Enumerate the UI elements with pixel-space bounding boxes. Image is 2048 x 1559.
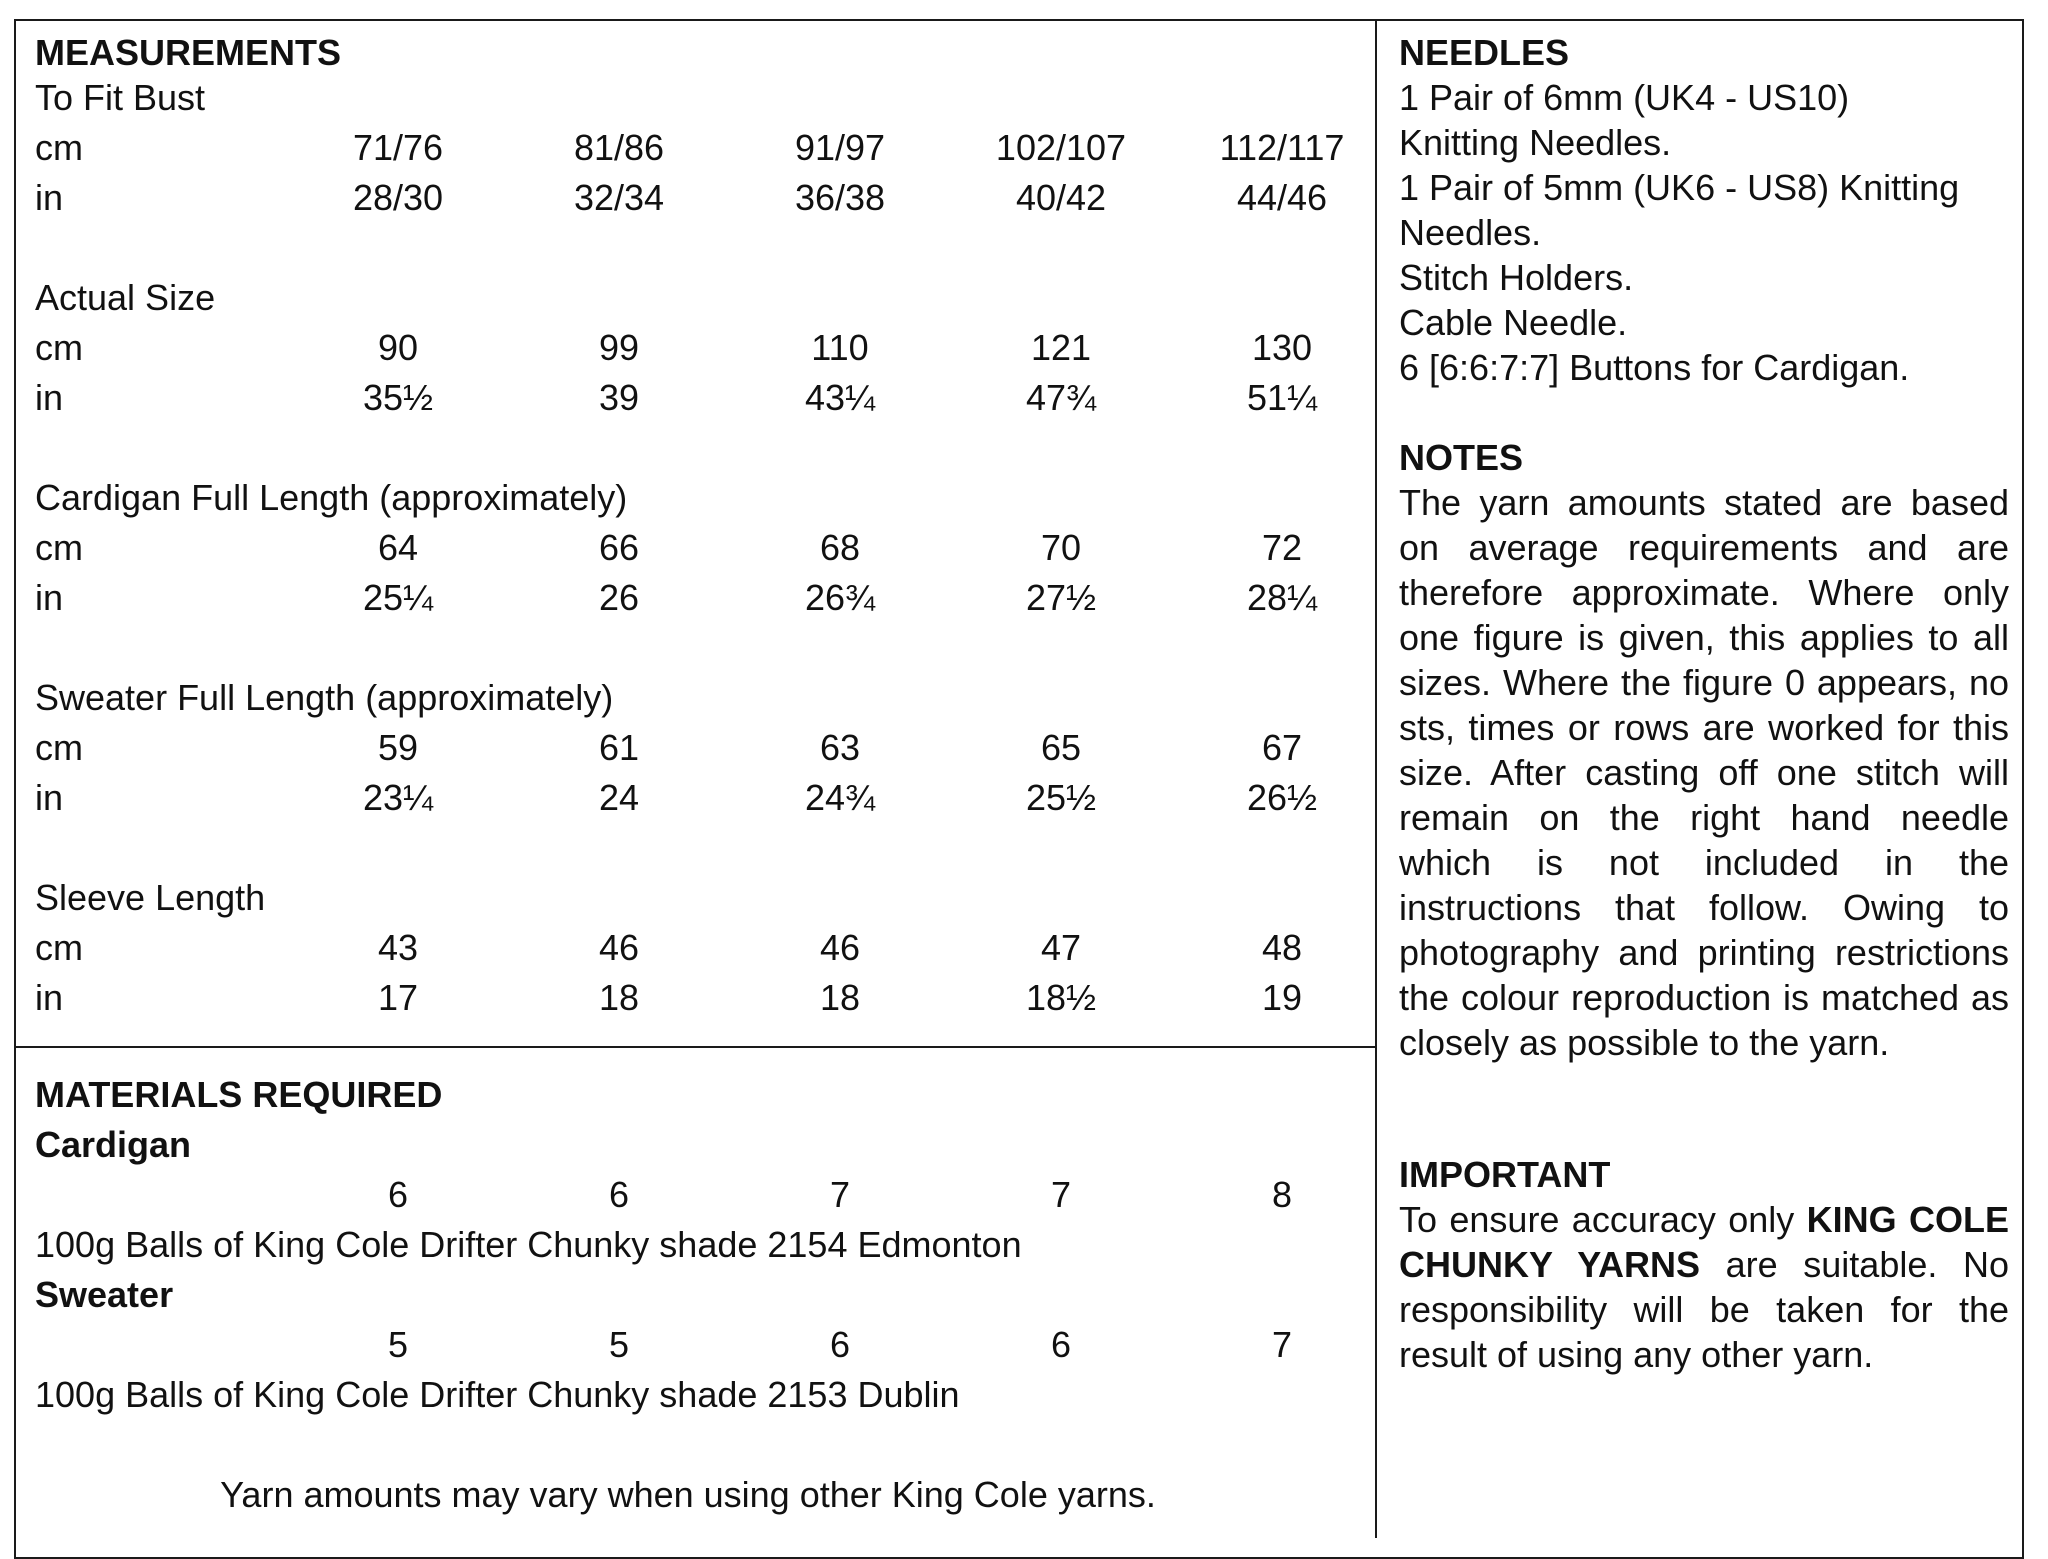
section-title: To Fit Bust xyxy=(35,77,206,118)
size-value: 65 xyxy=(1040,727,1082,768)
size-value: 43 xyxy=(377,927,419,968)
size-value: 24 xyxy=(598,777,640,818)
needles-line: 6 [6:6:7:7] Buttons for Cardigan. xyxy=(1399,347,1910,388)
size-value: 66 xyxy=(598,527,640,568)
needles-line: Needles. xyxy=(1399,212,1542,253)
section-title: Sleeve Length xyxy=(35,877,266,918)
needles-line: 1 Pair of 5mm (UK6 - US8) Knitting xyxy=(1399,167,1960,208)
size-value: 121 xyxy=(1030,327,1092,368)
ball-count: 7 xyxy=(1050,1174,1072,1215)
size-value: 43¼ xyxy=(804,377,876,418)
needles-line: Cable Needle. xyxy=(1399,302,1628,343)
column-divider xyxy=(1375,19,1377,1538)
ball-count: 6 xyxy=(1050,1324,1072,1365)
section-title: Sweater Full Length (approximately) xyxy=(35,677,614,718)
notes-block xyxy=(1399,435,2009,1065)
size-value: 44/46 xyxy=(1236,177,1328,218)
size-value: 25½ xyxy=(1025,777,1097,818)
size-value: 99 xyxy=(598,327,640,368)
ball-count: 6 xyxy=(608,1174,630,1215)
size-value: 61 xyxy=(598,727,640,768)
size-value: 110 xyxy=(811,327,869,368)
ball-count: 6 xyxy=(829,1324,851,1365)
important-brand: KING COLE CHUNKY YARNS xyxy=(1399,1199,2009,1285)
size-value: 32/34 xyxy=(573,177,665,218)
size-value: 47 xyxy=(1040,927,1082,968)
size-value: 24¾ xyxy=(804,777,876,818)
size-value: 47¾ xyxy=(1025,377,1097,418)
section-title: Cardigan Full Length (approximately) xyxy=(35,477,628,518)
unit-label: in xyxy=(35,777,64,818)
size-value: 130 xyxy=(1251,327,1313,368)
ball-count: 8 xyxy=(1271,1174,1293,1215)
yarn-footnote: Yarn amounts may vary when using other King Cole yarns. xyxy=(220,1474,1156,1515)
needles-block xyxy=(1399,30,2009,390)
important-text xyxy=(1399,1197,2009,1377)
ball-count: 5 xyxy=(608,1324,630,1365)
cardigan-label: Cardigan xyxy=(35,1124,192,1165)
ball-count: 6 xyxy=(387,1174,409,1215)
unit-label: cm xyxy=(35,327,83,368)
size-value: 102/107 xyxy=(995,127,1127,168)
size-value: 28¼ xyxy=(1246,577,1318,618)
unit-label: cm xyxy=(35,727,83,768)
size-value: 71/76 xyxy=(352,127,444,168)
size-value: 90 xyxy=(377,327,419,368)
sweater-yarn-description: 100g Balls of King Cole Drifter Chunky shade 2153 Dublin xyxy=(35,1374,960,1415)
materials-heading: MATERIALS REQUIRED xyxy=(35,1074,443,1115)
unit-label: in xyxy=(35,577,64,618)
size-value: 51¼ xyxy=(1246,377,1318,418)
important-heading: IMPORTANT xyxy=(1399,1154,1611,1195)
ball-count: 7 xyxy=(1271,1324,1293,1365)
size-value: 48 xyxy=(1261,927,1303,968)
size-value: 59 xyxy=(377,727,419,768)
needles-line: 1 Pair of 6mm (UK4 - US10) xyxy=(1399,77,1850,118)
sweater-label: Sweater xyxy=(35,1274,174,1315)
size-value: 26½ xyxy=(1246,777,1318,818)
size-value: 26¾ xyxy=(804,577,876,618)
needles-heading: NEEDLES xyxy=(1399,32,1570,73)
important-text-before: To ensure accuracy only xyxy=(1399,1199,1807,1240)
size-value: 26 xyxy=(598,577,640,618)
size-value: 72 xyxy=(1261,527,1303,568)
unit-label: cm xyxy=(35,127,83,168)
unit-label: in xyxy=(35,377,64,418)
size-value: 91/97 xyxy=(794,127,886,168)
size-value: 18 xyxy=(819,977,861,1018)
size-value: 40/42 xyxy=(1015,177,1107,218)
size-value: 64 xyxy=(377,527,419,568)
notes-heading: NOTES xyxy=(1399,437,1524,478)
size-value: 39 xyxy=(598,377,640,418)
size-value: 63 xyxy=(819,727,861,768)
ball-count: 5 xyxy=(387,1324,409,1365)
section-divider xyxy=(14,1046,1376,1048)
unit-label: in xyxy=(35,177,64,218)
size-value: 17 xyxy=(377,977,419,1018)
size-value: 18½ xyxy=(1025,977,1097,1018)
unit-label: in xyxy=(35,977,64,1018)
important-block xyxy=(1399,1152,2009,1377)
size-value: 25¼ xyxy=(362,577,434,618)
size-value: 28/30 xyxy=(352,177,444,218)
important-text-after: are suitable. No responsibility will be taken for the result of using any other yarn. xyxy=(1399,1244,2009,1375)
size-value: 36/38 xyxy=(794,177,886,218)
size-value: 81/86 xyxy=(573,127,665,168)
measurements-heading: MEASUREMENTS xyxy=(35,32,342,73)
notes-text: The yarn amounts stated are based on average requirements and are therefore approximate. Where only one figure is given, this applies to all sizes. Where the figure 0 appears, no sts, times or rows are worked for this size. After casting off one stitch will remain on the right hand needle which is not included in the instructions that follow. Owing to photography and printing restrictions the colour reproduction is matched as closely as possible to the yarn. xyxy=(1399,482,2009,1063)
size-value: 27½ xyxy=(1025,577,1097,618)
cardigan-yarn-description: 100g Balls of King Cole Drifter Chunky shade 2154 Edmonton xyxy=(35,1224,1022,1265)
needles-line: Stitch Holders. xyxy=(1399,257,1634,298)
size-value: 18 xyxy=(598,977,640,1018)
needles-line: Knitting Needles. xyxy=(1399,122,1672,163)
size-value: 68 xyxy=(819,527,861,568)
size-value: 70 xyxy=(1040,527,1082,568)
size-value: 46 xyxy=(598,927,640,968)
size-value: 46 xyxy=(819,927,861,968)
size-value: 35½ xyxy=(362,377,434,418)
unit-label: cm xyxy=(35,527,83,568)
section-title: Actual Size xyxy=(35,277,216,318)
ball-count: 7 xyxy=(829,1174,851,1215)
size-value: 19 xyxy=(1261,977,1303,1018)
unit-label: cm xyxy=(35,927,83,968)
size-value: 23¼ xyxy=(362,777,434,818)
size-value: 67 xyxy=(1261,727,1303,768)
size-value: 112/117 xyxy=(1219,127,1345,168)
